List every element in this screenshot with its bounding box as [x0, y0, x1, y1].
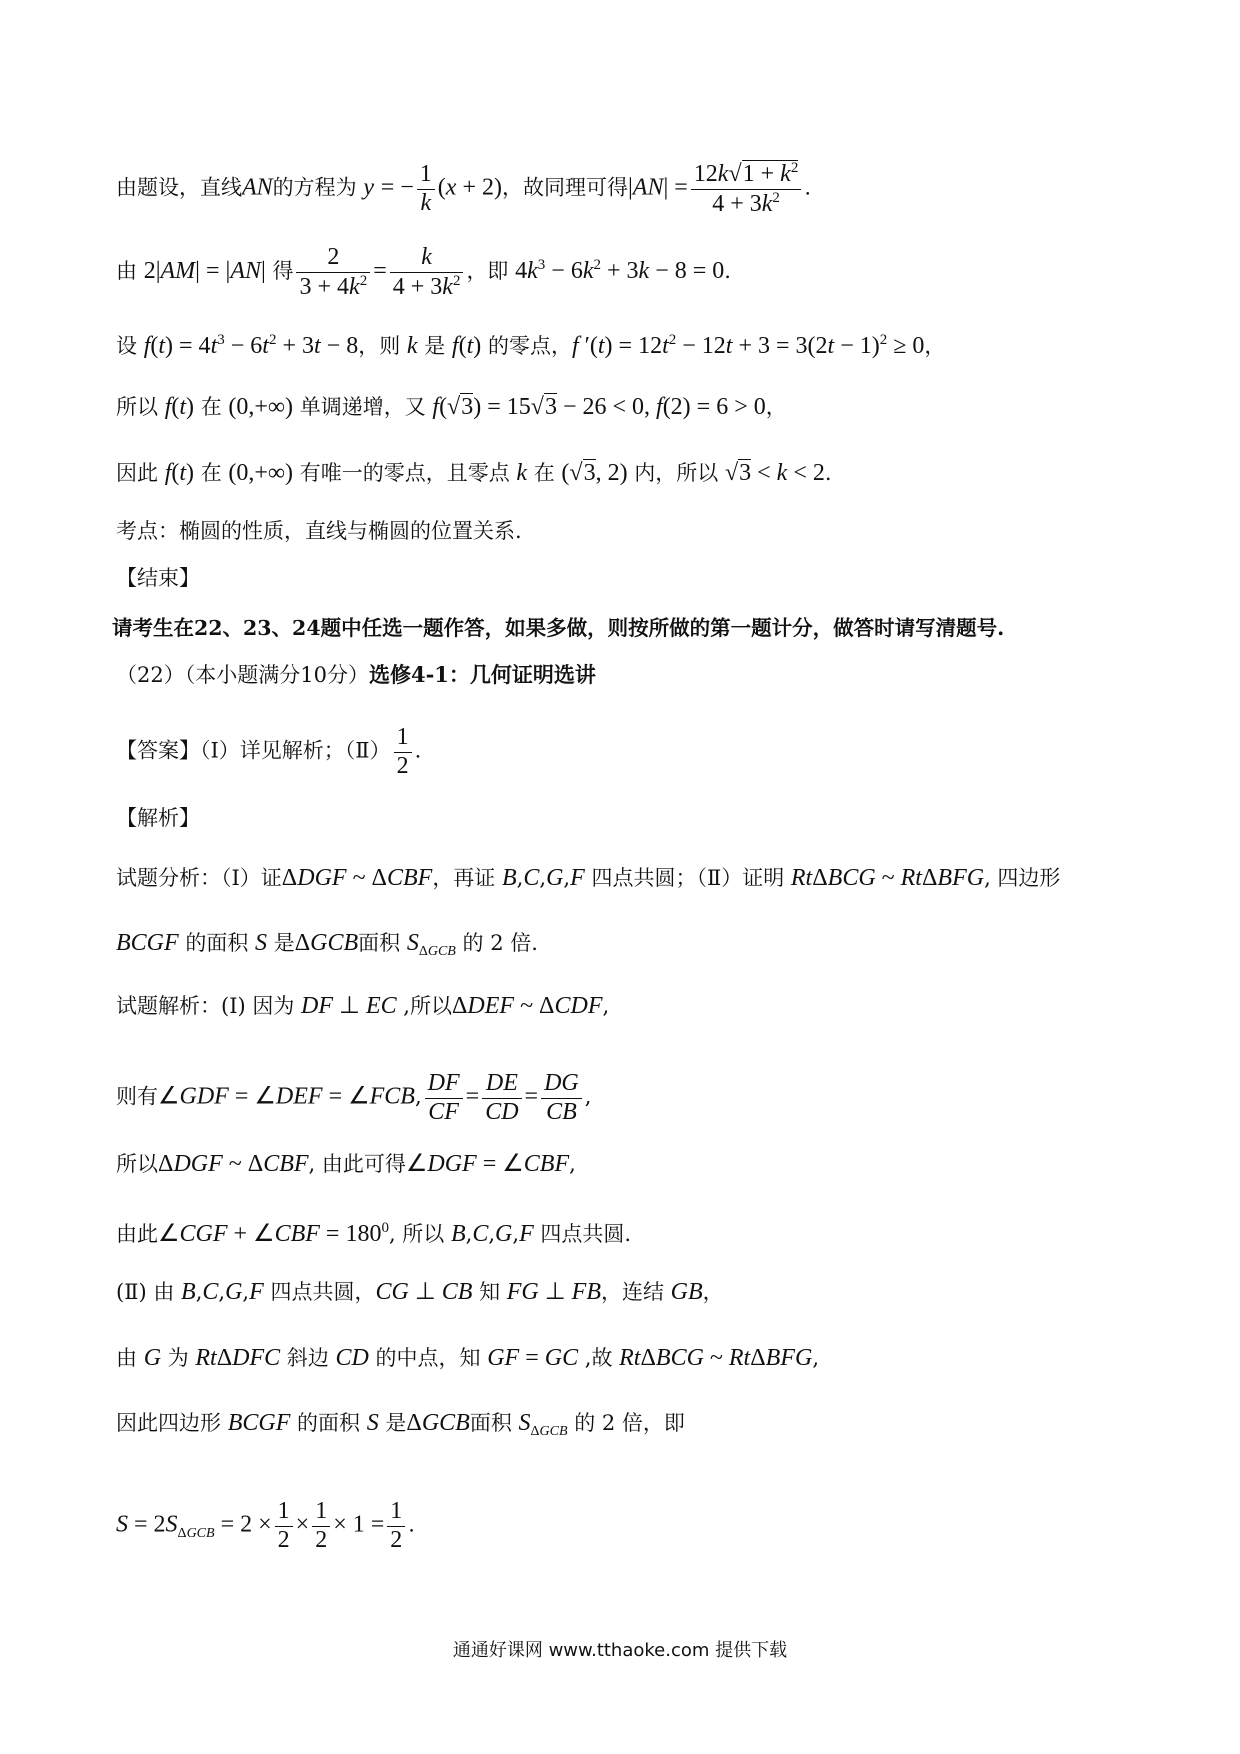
- doc-line-3: 设 $f(t) = 4t^3 - 6t^2 + 3t - 8$，则 k 是 f(t) 的零点，f $'(t) = 12t^2 - 12t + 3 = 3(2t - 1)^2 \ge 0$，: [116, 332, 946, 359]
- solution-line-1: 试题解析：(Ⅰ) 因为 DF ⊥ EC ,所以ΔDEF ~ ΔCDF,: [116, 993, 610, 1019]
- solution-line-8: $S = 2S_{\Delta GCB} = 2$ × $\frac{1}{2}$ × $\frac{1}{2}$ × 1 = $\frac{1}{2}$ .: [116, 1498, 415, 1553]
- page-footer: 通通好课网 www.tthaoke.com 提供下载: [452, 1640, 788, 1661]
- jiexi-header: 【解析】: [116, 806, 200, 830]
- answer-line: 【答案】（Ⅰ）详见解析；（Ⅱ） $\frac{1}{2}$ .: [116, 724, 422, 779]
- doc-line-5: 因此 f(t) 在 (0,+∞) 有唯一的零点，且零点 k 在 (√3, 2) 内，所以 √3 < k < 2.: [116, 460, 832, 486]
- doc-line-2: 由 2|AM| = |AN| 得 $\frac{2}{3 + 4k^2}$ = $\frac{k}{4 + 3k^2}$ ，即 $4k^3 - 6k^2 + 3k - 8 = 0$.: [116, 244, 731, 300]
- doc-line-4: 所以 f(t) 在 (0,+∞) 单调递增，又 f(√3) = 15√3 − 26 < 0, f(2) = 6 > 0，: [116, 394, 787, 420]
- solution-line-4: 由此∠CGF + ∠CBF = $180^0$, 所以 B,C,G,F 四点共圆.: [116, 1220, 632, 1247]
- question-22-title: （22）（本小题满分10分）选修4-1：几何证明选讲: [116, 662, 596, 687]
- end-marker: 【结束】: [116, 566, 200, 590]
- analysis-line-2: BCGF 的面积 S 是ΔGCB面积 $S_{\Delta GCB}$ 的 2 倍.: [116, 930, 538, 960]
- solution-line-3: 所以ΔDGF ~ ΔCBF, 由此可得∠DGF = ∠CBF,: [116, 1151, 576, 1177]
- solution-line-5: (Ⅱ) 由 B,C,G,F 四点共圆，CG ⊥ CB 知 FG ⊥ FB，连结 GB，: [116, 1279, 724, 1305]
- doc-line-1: 由题设，直线AN的方程为 y = − $\frac{1}{k}$ (x + 2)，故同理可得|AN| = $\frac{12k√1 + k^2}{4 + 3k^2}$ .: [116, 160, 812, 217]
- solution-line-7: 因此四边形 BCGF 的面积 S 是ΔGCB面积 $S_{\Delta GCB}$ 的 2 倍，即: [116, 1410, 685, 1440]
- analysis-line-1: 试题分析：（Ⅰ）证ΔDGF ~ ΔCBF，再证 B,C,G,F 四点共圆；（Ⅱ）证明 RtΔBCG ~ RtΔBFG, 四边形: [116, 865, 1061, 891]
- solution-line-2: 则有∠GDF = ∠DEF = ∠FCB, $\frac{DF}{CF}$ = $\frac{DE}{CD}$ = $\frac{DG}{CB}$ ,: [116, 1070, 592, 1125]
- solution-line-6: 由 G 为 RtΔDFC 斜边 CD 的中点，知 GF = GC ,故 RtΔBCG ~ RtΔBFG,: [116, 1345, 819, 1371]
- exam-instruction: 请考生在22、23、24题中任选一题作答，如果多做，则按所做的第一题计分，做答时请写清题号.: [112, 616, 1005, 640]
- kaodian-line: 考点：椭圆的性质，直线与椭圆的位置关系.: [116, 519, 522, 543]
